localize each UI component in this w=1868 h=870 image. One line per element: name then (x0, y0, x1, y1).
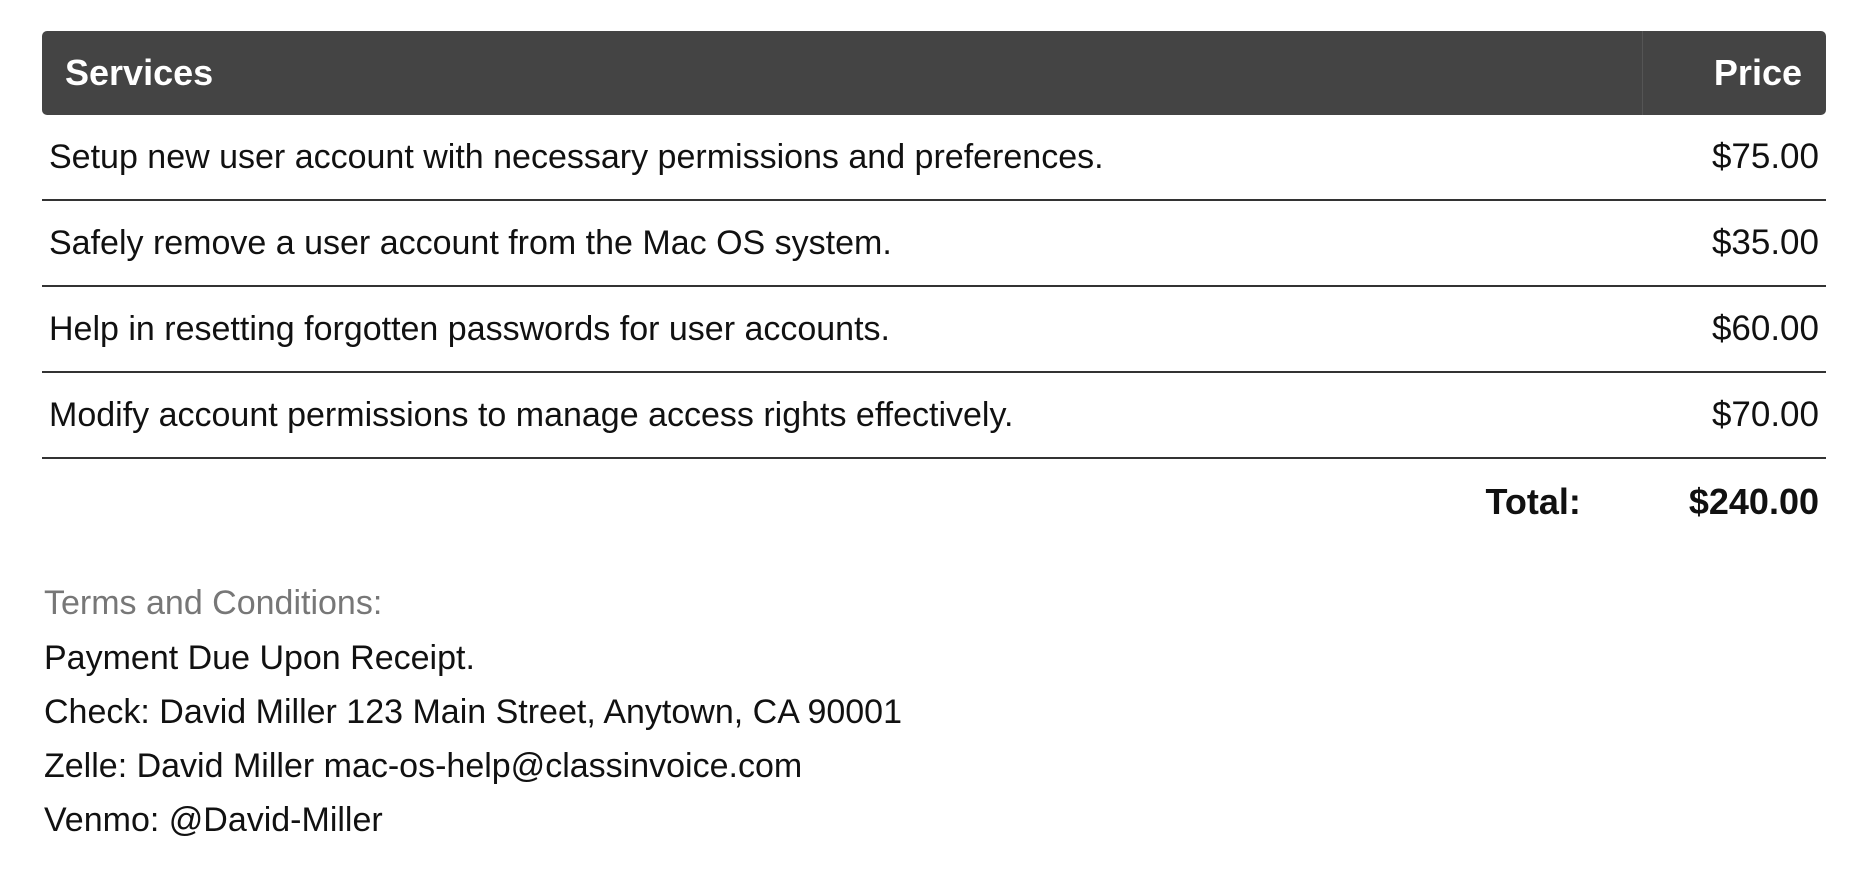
check-payment-line: Check: David Miller 123 Main Street, Anytown, CA 90001 (44, 693, 902, 731)
table-row (42, 115, 1826, 201)
zelle-payment-line: Zelle: David Miller mac-os-help@classinvoice.com (44, 747, 803, 785)
service-price: $35.00 (1711, 223, 1819, 262)
service-description: Modify account permissions to manage access rights effectively. (49, 395, 1014, 434)
venmo-payment-line: Venmo: @David-Miller (44, 801, 383, 839)
service-price: $75.00 (1711, 137, 1819, 176)
service-description: Safely remove a user account from the Mac OS system. (49, 223, 892, 262)
payment-due-line: Payment Due Upon Receipt. (44, 639, 475, 677)
terms-heading: Terms and Conditions: (44, 584, 383, 622)
table-header (42, 31, 1826, 115)
total-row (42, 459, 1826, 545)
table-row (42, 373, 1826, 459)
service-description: Setup new user account with necessary permissions and preferences. (49, 137, 1104, 176)
total-value: $240.00 (1688, 481, 1819, 522)
service-description: Help in resetting forgotten passwords for user accounts. (49, 309, 890, 348)
table-row (42, 201, 1826, 287)
price-column-header: Price (1642, 31, 1826, 115)
services-column-header: Services (65, 52, 214, 93)
table-row (42, 287, 1826, 373)
terms-section (44, 576, 1244, 847)
service-price: $70.00 (1711, 395, 1819, 434)
service-price: $60.00 (1711, 309, 1819, 348)
services-table (42, 31, 1826, 545)
total-label: Total: (1485, 481, 1581, 522)
